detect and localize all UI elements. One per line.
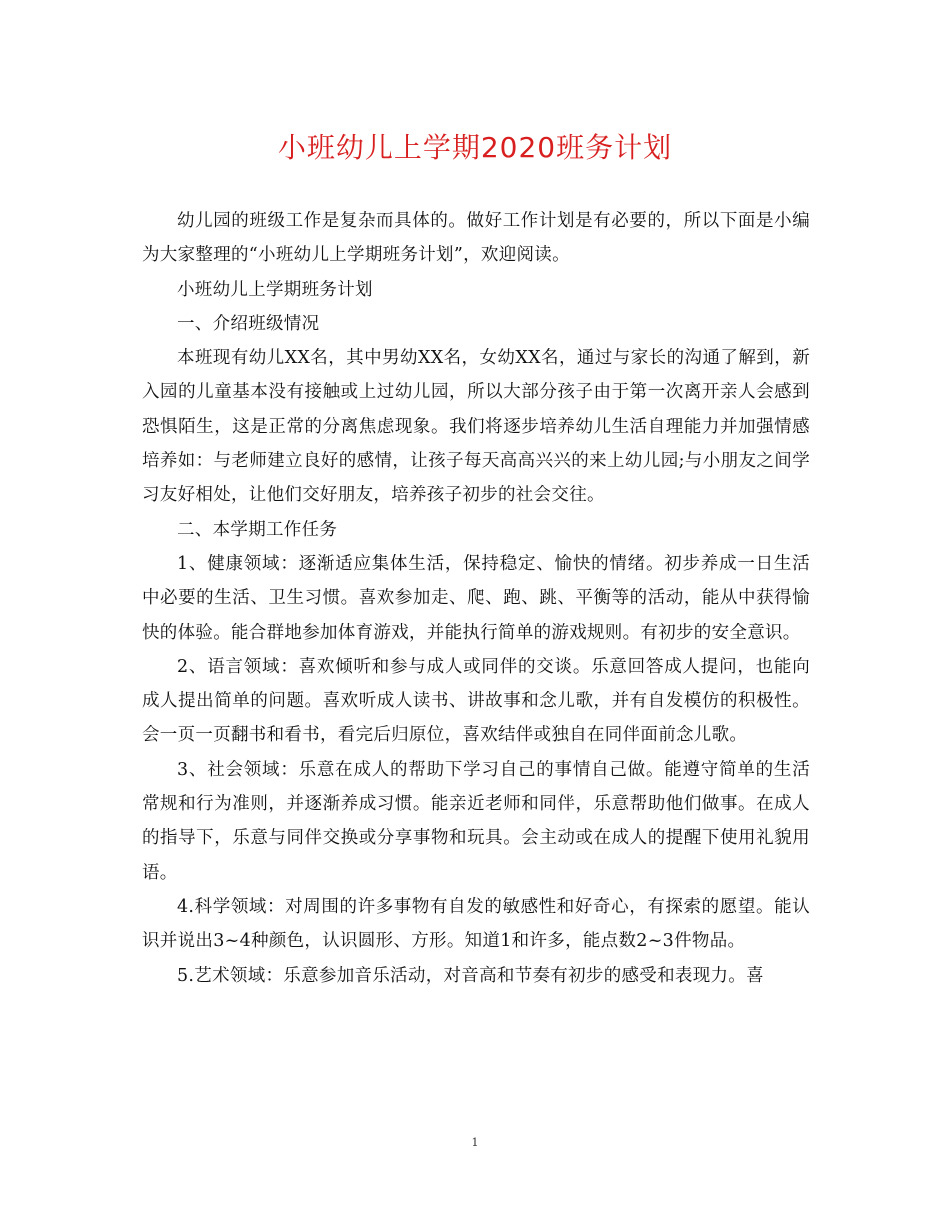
language-domain-paragraph: 2、语言领域：喜欢倾听和参与成人或同伴的交谈。乐意回答成人提问，也能向成人提出简单的问题。喜欢听成人读书、讲故事和念儿歌，并有自发模仿的积极性。会一页一页翻书和看书，看完后归原位，喜欢结伴或独自在同伴面前念儿歌。 [142, 656, 810, 746]
health-domain-paragraph: 1、健康领域：逐渐适应集体生活，保持稳定、愉快的情绪。初步养成一日生活中必要的生活、卫生习惯。喜欢参加走、爬、跑、跳、平衡等的活动，能从中获得愉快的体验。能合群地参加体育游戏，并能执行简单的游戏规则。有初步的安全意识。 [142, 553, 810, 643]
subtitle-paragraph: 小班幼儿上学期班务计划 [177, 279, 373, 300]
document-body [142, 204, 810, 993]
science-domain-paragraph: 4.科学领域：对周围的许多事物有自发的敏感性和好奇心，有探索的愿望。能认识并说出3~4种颜色，认识圆形、方形。知道1和许多，能点数2~3件物品。 [142, 896, 810, 952]
class-info-paragraph: 本班现有幼儿XX名，其中男幼XX名，女幼XX名，通过与家长的沟通了解到，新入园的儿童基本没有接触或上过幼儿园，所以大部分孩子由于第一次离开亲人会感到恐惧陌生，这是正常的分离焦虑现象。我们将逐步培养幼儿生活自理能力并加强情感培养如：与老师建立良好的感情，让孩子每天高高兴兴的来上幼儿园;与小朋友之间学习友好相处，让他们交好朋友，培养孩子初步的社会交往。 [142, 348, 810, 506]
section-heading-tasks: 二、本学期工作任务 [177, 519, 338, 540]
social-domain-paragraph: 3、社会领域：乐意在成人的帮助下学习自己的事情自己做。能遵守简单的生活常规和行为准则，并逐渐养成习惯。能亲近老师和同伴，乐意帮助他们做事。在成人的指导下，乐意与同伴交换或分享事物和玩具。会主动或在成人的提醒下使用礼貌用语。 [142, 759, 810, 883]
section-heading-class-info: 一、介绍班级情况 [177, 313, 320, 334]
intro-paragraph: 幼儿园的班级工作是复杂而具体的。做好工作计划是有必要的，所以下面是小编为大家整理的“小班幼儿上学期班务计划”，欢迎阅读。 [142, 211, 810, 266]
art-domain-paragraph: 5.艺术领域：乐意参加音乐活动，对音高和节奏有初步的感受和表现力。喜 [177, 965, 764, 986]
page-number: 1 [471, 1136, 479, 1149]
document-title: 小班幼儿上学期2020班务计划 [277, 131, 673, 164]
